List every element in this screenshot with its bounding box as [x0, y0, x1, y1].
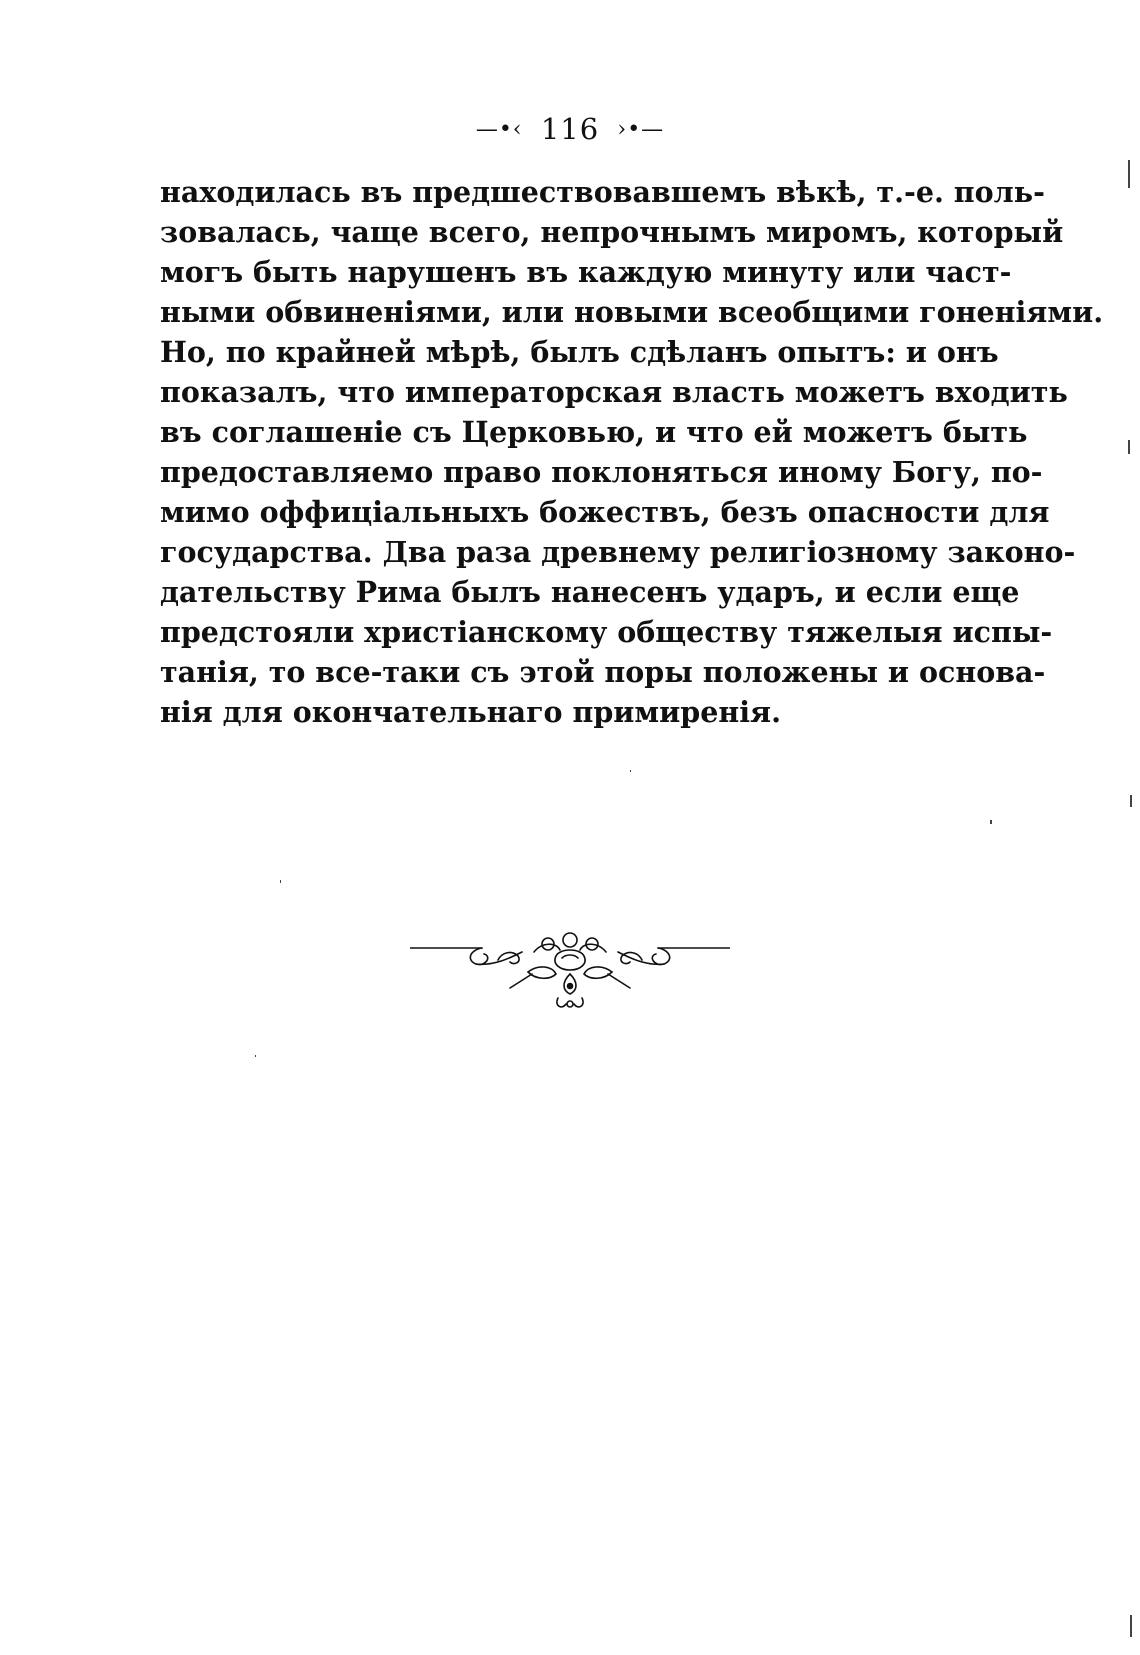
text-line: предоставляемо право поклоняться иному Богу, по- [160, 455, 1043, 489]
text-line: находилась въ предшествовавшемъ вѣкѣ, т.-е. поль- [160, 175, 1045, 209]
text-line: Но, по крайней мѣрѣ, былъ сдѣланъ опытъ: и онъ [160, 335, 999, 369]
text-line: танія, то все-таки съ этой поры положены и основа- [160, 655, 1046, 689]
scan-speck [1130, 795, 1132, 807]
text-line: въ соглашеніе съ Церковью, и что ей можетъ быть [160, 415, 1028, 449]
scan-speck [990, 820, 992, 824]
text-line: мимо оффиціальныхъ божествъ, безъ опасности для [160, 495, 1050, 529]
text-line: показалъ, что императорская власть можетъ входить [160, 375, 1068, 409]
text-line: нія для окончательнаго примиренія. [160, 695, 782, 729]
text-line: ными обвиненіями, или новыми всеобщими гоненіями. [160, 295, 1104, 329]
ornament-dash-left-icon: —•‹ [475, 116, 523, 142]
scan-speck [280, 880, 281, 883]
page-number: 116 [540, 112, 600, 146]
scan-speck [1128, 440, 1130, 454]
scan-speck [630, 770, 631, 772]
page-header [0, 110, 1140, 146]
scan-speck [255, 1055, 256, 1057]
text-line: дательству Рима былъ нанесенъ ударъ, и если еще [160, 575, 1020, 609]
text-line: предстояли христіанскому обществу тяжелыя испы- [160, 615, 1053, 649]
text-line: зовалась, чаще всего, непрочнымъ миромъ, который [160, 215, 1064, 249]
body-text [160, 172, 1104, 732]
scan-speck [1130, 1615, 1132, 1637]
scan-speck [1128, 160, 1130, 188]
ornament-dash-right-icon: ›•— [617, 116, 665, 142]
text-line: могъ быть нарушенъ въ каждую минуту или част- [160, 255, 1012, 289]
floral-vignette-icon [410, 930, 730, 1020]
text-line: государства. Два раза древнему религіозному законо- [160, 535, 1076, 569]
